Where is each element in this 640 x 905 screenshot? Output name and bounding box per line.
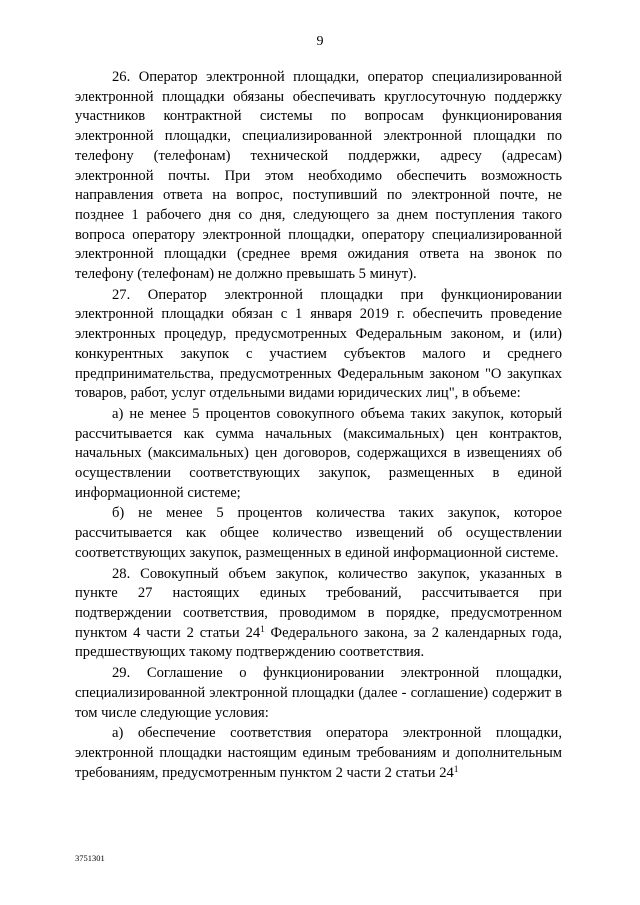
- paragraph-29-a-text: а) обеспечение соответствия оператора электронной площадки, электронной площадки настоящим единым требованиям и дополнительным требованиям, предусмотренным пунктом 2 части 2 статьи 24: [75, 725, 562, 781]
- paragraph-27-b: б) не менее 5 процентов количества таких закупок, которое рассчитывается как общее количество извещений об осуществлении соответствующих закупок, размещенных в единой информационной системе.: [75, 505, 562, 561]
- document-body: [75, 68, 562, 783]
- paragraph-28: [75, 565, 562, 664]
- page-number: 9: [316, 34, 324, 49]
- paragraph-27: 27. Оператор электронной площадки при функционировании электронной площадки обязан с 1 января 2019 г. обеспечить проведение электронных процедур, предусмотренных Федеральным законом, и (или) конкурентных закупок с участием субъектов малого и среднего предпринимательства, предусмотренных Федеральным законом "О закупках товаров, работ, услуг отдельными видами юридических лиц", в объеме:: [75, 286, 562, 402]
- paragraph-28-text-end: Федерального закона, за 2 календарных года, предшествующих такому подтверждению соответствия.: [75, 624, 562, 661]
- paragraph-27-a: а) не менее 5 процентов совокупного объема таких закупок, который рассчитывается как сумма начальных (максимальных) цен контрактов, начальных (максимальных) цен договоров, содержащихся в извещениях об осуществлении соответствующих закупок, размещенных в единой информационной системе;: [75, 405, 562, 501]
- paragraph-29-a: [75, 724, 562, 783]
- document-code: 3751301: [75, 853, 105, 863]
- paragraph-28-text: 28. Совокупный объем закупок, количество закупок, указанных в пункте 27 настоящих единых требований, рассчитывается при подтверждении соответствия, проводимом в порядке, предусмотренном пунктом 4 части 2 статьи 24: [75, 565, 562, 641]
- paragraph-29-a-superscript: 1: [453, 763, 459, 774]
- paragraph-26: 26. Оператор электронной площадки, оператор специализированной электронной площадки обязаны обеспечивать круглосуточную поддержку участников контрактной системы по вопросам функционирования электронной площадки, специализированной электронной площадки по телефону (телефонам) технической поддержки, адресу (адресам) электронной почты. При этом необходимо обеспечить возможность направления ответа на вопрос, поступивший по электронной почте, не позднее 1 рабочего дня со дня, следующего за днем поступления такого вопроса оператору электронной площадки, оператору специализированной электронной площадки (среднее время ожидания ответа на звонок по телефону (телефонам) не должно превышать 5 минут).: [75, 69, 562, 283]
- paragraph-29: 29. Соглашение о функционировании электронной площадки, специализированной электронной площадки (далее - соглашение) содержит в том числе следующие условия:: [75, 665, 562, 721]
- paragraph-28-superscript: 1: [260, 623, 265, 634]
